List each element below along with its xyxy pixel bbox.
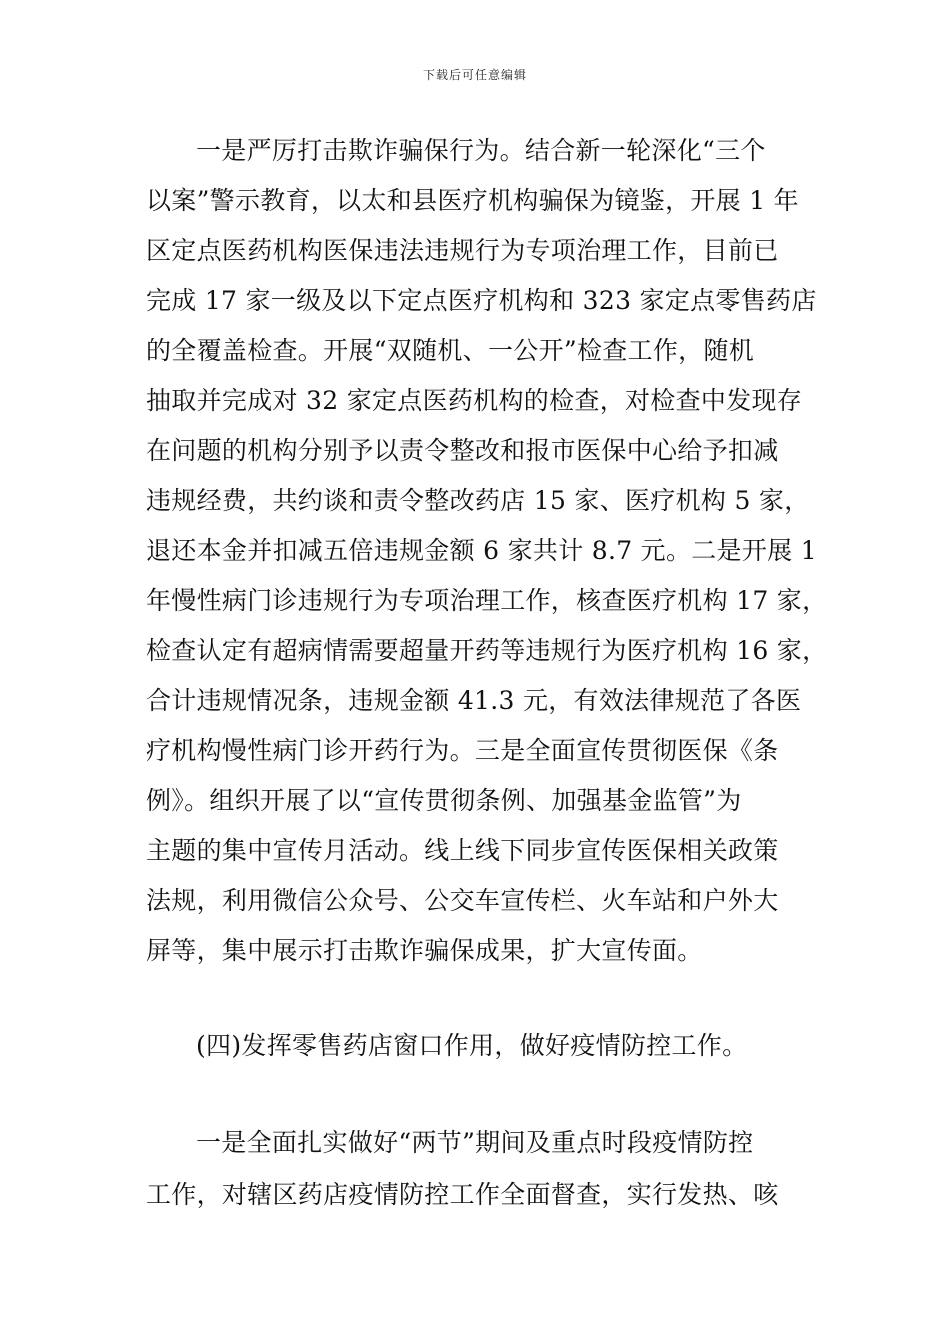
text-line: 主题的集中宣传月活动。线上线下同步宣传医保相关政策: [146, 836, 779, 865]
text-line: 法规，利用微信公众号、公交车宣传栏、火车站和户外大: [146, 886, 779, 915]
header-note: 下载后可任意编辑: [422, 68, 527, 82]
text-line: 年慢性病门诊违规行为专项治理工作，核查医疗机构 17 家，: [146, 586, 828, 615]
section-heading: (四)发挥零售药店窗口作用，做好疫情防控工作。: [196, 1031, 748, 1060]
text-line: 屏等，集中展示打击欺诈骗保成果，扩大宣传面。: [146, 936, 703, 965]
text-line: 例》。组织开展了以“宣传贯彻条例、加强基金监管”为: [146, 786, 742, 815]
text-line: 的全覆盖检查。开展“双随机、一公开”检查工作，随机: [146, 336, 755, 365]
text-line: 在问题的机构分别予以责令整改和报市医保中心给予扣减: [146, 436, 779, 465]
text-line: 一是严厉打击欺诈骗保行为。结合新一轮深化“三个: [196, 136, 766, 165]
text-line: 检查认定有超病情需要超量开药等违规行为医疗机构 16 家，: [146, 636, 828, 665]
text-line: 以案”警示教育，以太和县医疗机构骗保为镜鉴，开展 1 年: [146, 186, 799, 215]
text-line: 工作，对辖区药店疫情防控工作全面督查，实行发热、咳: [146, 1180, 779, 1209]
text-line: 抽取并完成对 32 家定点医药机构的检查，对检查中发现存: [146, 386, 803, 415]
text-line: 违规经费，共约谈和责令整改药店 15 家、医疗机构 5 家，: [146, 486, 810, 515]
text-line: 一是全面扎实做好“两节”期间及重点时段疫情防控: [196, 1128, 754, 1157]
text-line: 完成 17 家一级及以下定点医疗机构和 323 家定点零售药店: [146, 286, 817, 315]
text-line: 退还本金并扣减五倍违规金额 6 家共计 8.7 元。二是开展 1: [146, 536, 817, 565]
text-line: 区定点医药机构医保违法违规行为专项治理工作，目前已: [146, 236, 779, 265]
text-line: 合计违规情况条，违规金额 41.3 元，有效法律规范了各医: [146, 686, 802, 715]
text-line: 疗机构慢性病门诊开药行为。三是全面宣传贯彻医保《条: [146, 736, 779, 765]
